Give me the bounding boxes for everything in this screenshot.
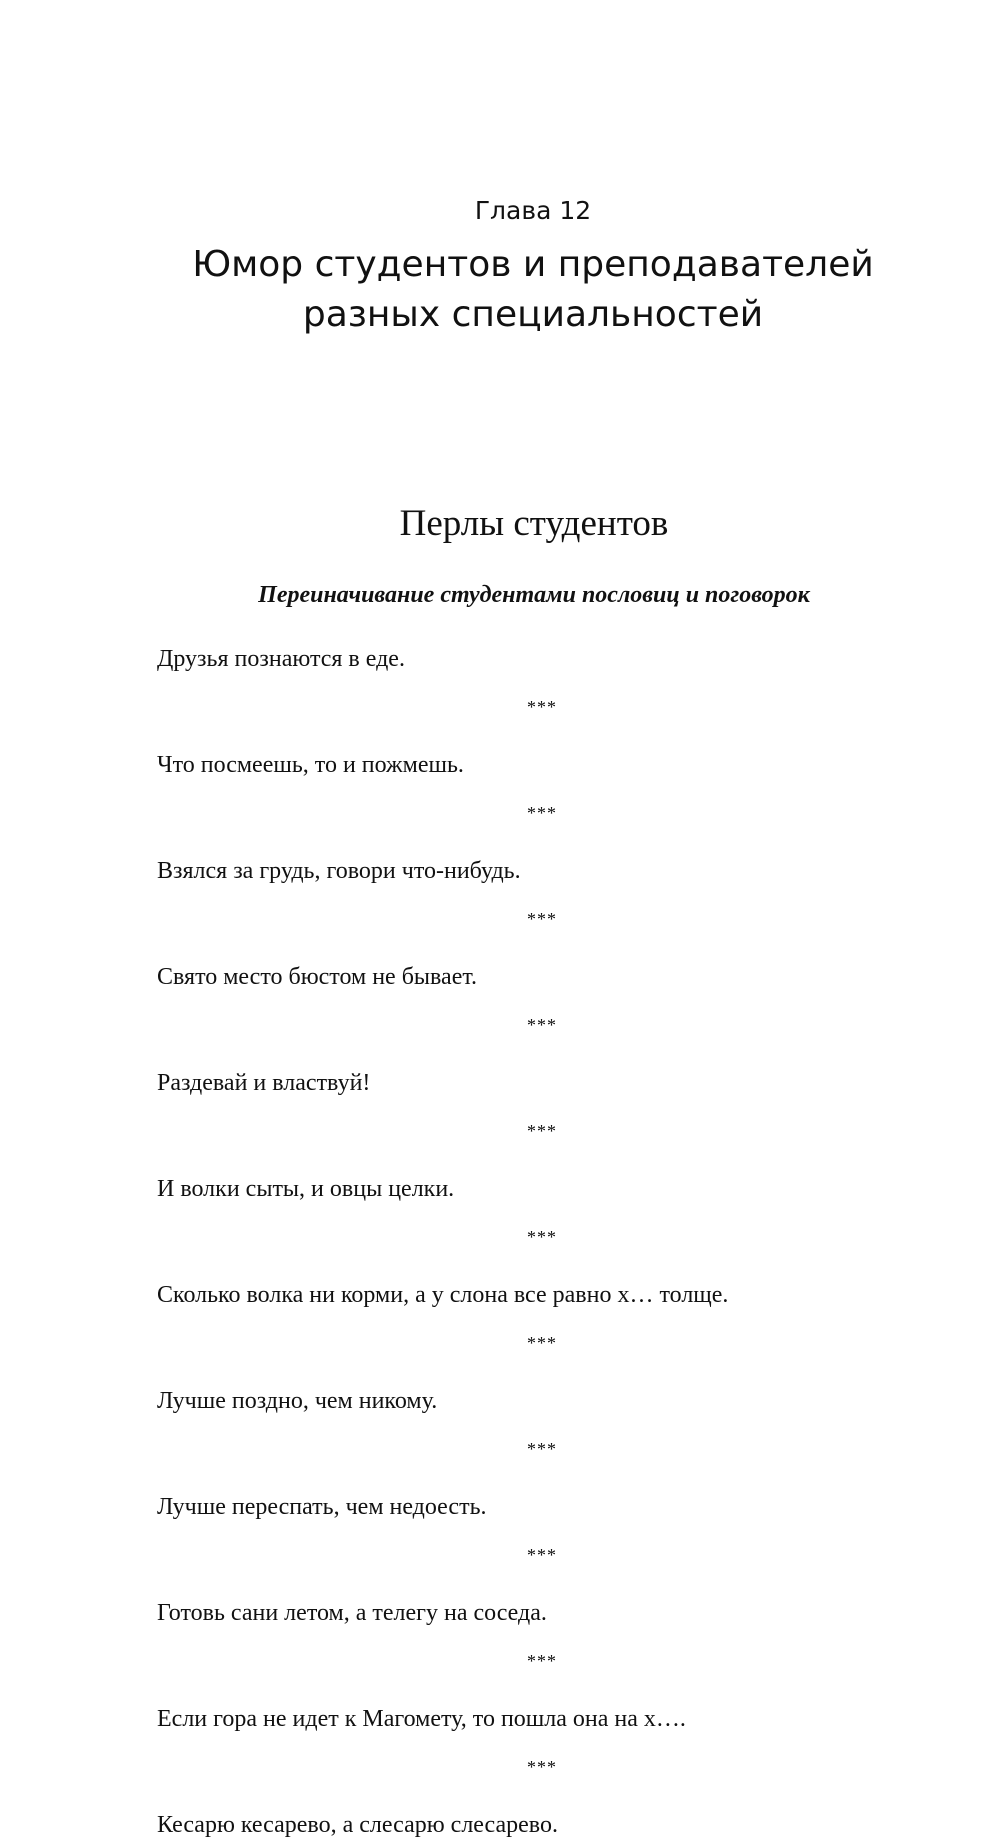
proverb-list: [157, 644, 957, 1840]
separator: ***: [527, 1651, 557, 1671]
separator: ***: [527, 1227, 557, 1247]
subsection-title: Переиначивание студентами пословиц и поговорок: [258, 582, 810, 608]
chapter-title: [0, 240, 1000, 340]
chapter-title-line-1: Юмор студентов и преподавателей: [192, 244, 874, 285]
proverb-item: Лучше переспать, чем недоесть.: [157, 1494, 487, 1520]
proverb-item: Что посмеешь, то и пожмешь.: [157, 752, 464, 778]
separator: ***: [527, 1757, 557, 1777]
separator: ***: [527, 1439, 557, 1459]
separator: ***: [527, 909, 557, 929]
separator: ***: [527, 1121, 557, 1141]
proverb-item: Если гора не идет к Магомету, то пошла она на х….: [157, 1706, 686, 1732]
proverb-item: Готовь сани летом, а телегу на соседа.: [157, 1600, 547, 1626]
separator: ***: [527, 1015, 557, 1035]
section-title: Перлы студентов: [399, 503, 669, 544]
proverb-item: Кесарю кесарево, а слесарю слесарево.: [157, 1812, 558, 1838]
chapter-title-line-2: разных специальностей: [302, 294, 764, 335]
proverb-item: Друзья познаются в еде.: [157, 646, 405, 672]
separator: ***: [527, 1545, 557, 1565]
chapter-label: Глава 12: [474, 196, 592, 225]
proverb-item: Лучше поздно, чем никому.: [157, 1388, 438, 1414]
proverb-item: Раздевай и властвуй!: [157, 1070, 371, 1096]
proverb-item: Взялся за грудь, говори что-нибудь.: [157, 858, 521, 884]
separator: ***: [527, 697, 557, 717]
proverb-item: Сколько волка ни корми, а у слона все равно х… толще.: [157, 1282, 729, 1308]
proverb-item: Свято место бюстом не бывает.: [157, 964, 478, 990]
separator: ***: [527, 1333, 557, 1353]
separator: ***: [527, 803, 557, 823]
proverb-item: И волки сыты, и овцы целки.: [157, 1176, 455, 1202]
